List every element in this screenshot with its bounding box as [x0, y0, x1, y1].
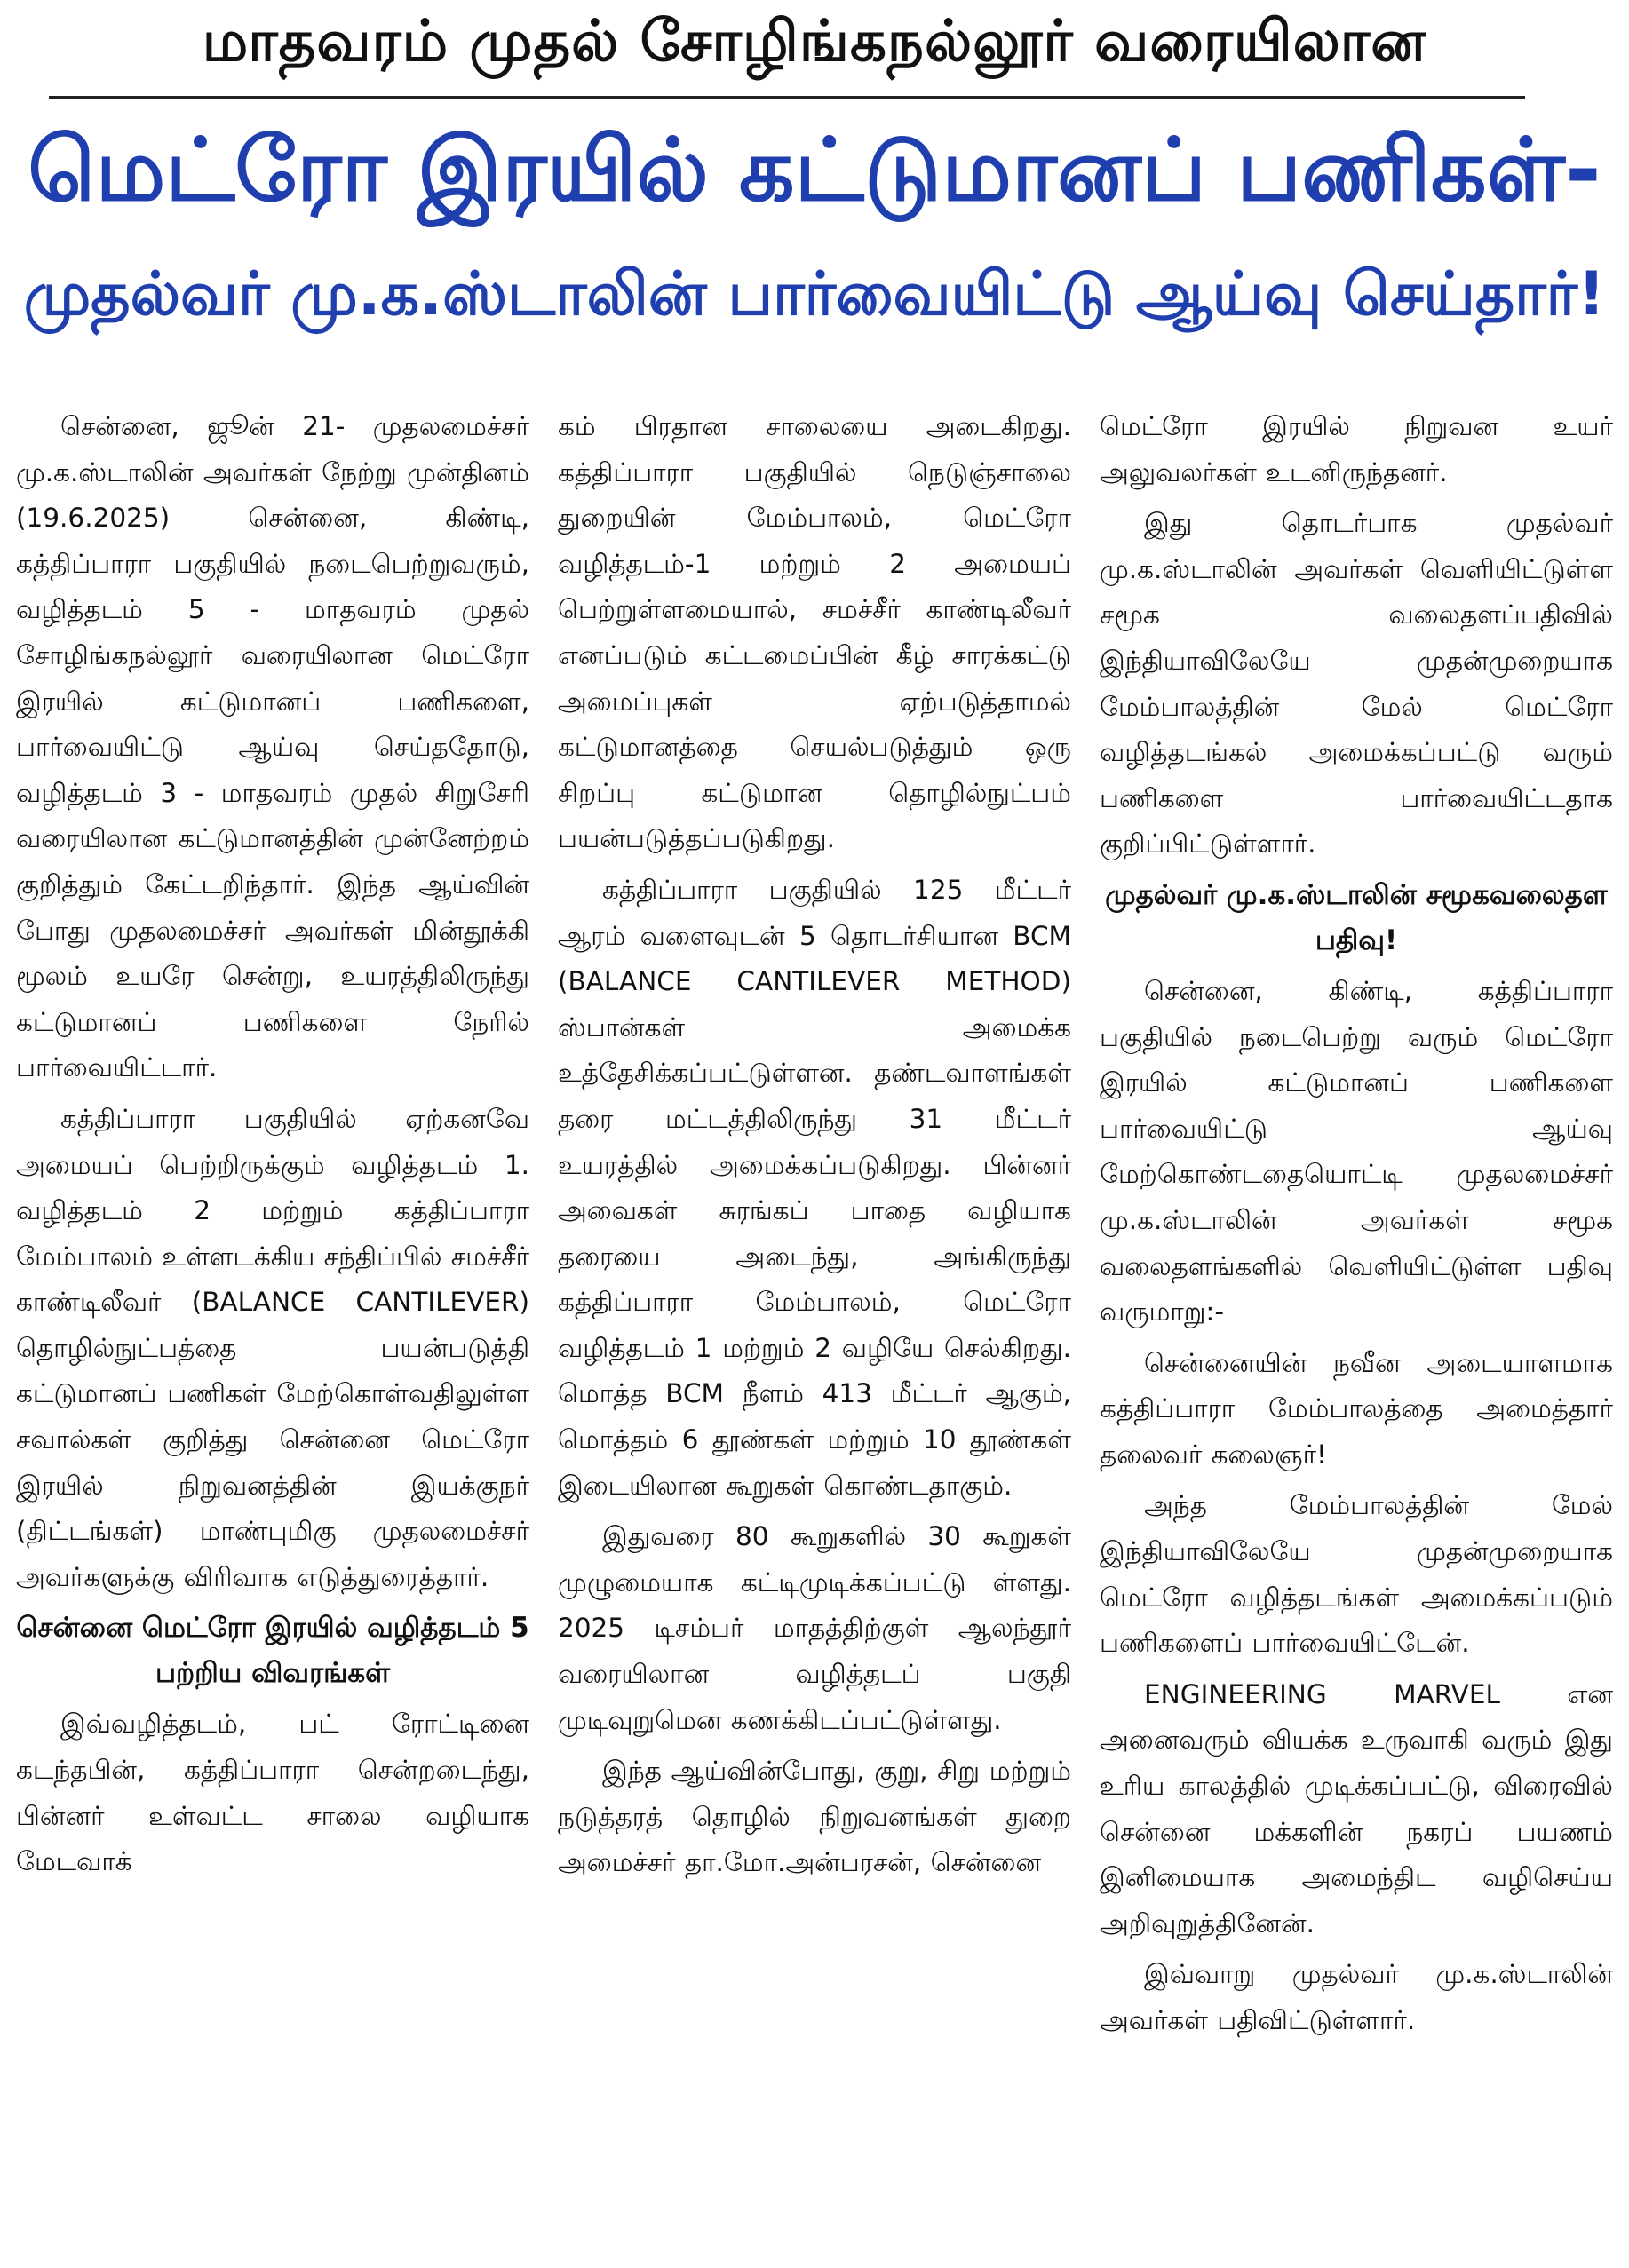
headline-line-2: முதல்வர் மு.க.ஸ்டாலின் பார்வையிட்டு ஆய்வு செய்தார்!: [23, 259, 1606, 329]
article-column-1: [16, 404, 529, 2260]
paragraph: சென்னை, கிண்டி, கத்திப்பாரா பகுதியில் நடைபெற்று வரும் மெட்ரோ இரயில் கட்டுமானப் பணிகளை பார்வையிட்டு ஆய்வு மேற்கொண்டதையொட்டி முதலமைச்சர் மு.க.ஸ்டாலின் அவர்கள் சமூக வலைதளங்களில் வெளியிட்டுள்ள பதிவு வருமாறு:-: [1100, 975, 1613, 1328]
header-divider: [49, 96, 1525, 99]
subheading: முதல்வர் மு.க.ஸ்டாலின் சமூகவலைதள பதிவு!: [1105, 878, 1608, 956]
paragraph: ENGINEERING MARVEL என அனைவரும் வியக்க உருவாகி வரும் இது உரிய காலத்தில் முடிக்கப்பட்டு, விரைவில் சென்னை மக்களின் நகரப் பயணம் இனிமையாக அமைந்திட வழிசெய்ய அறிவுறுத்தினேன்.: [1100, 1678, 1613, 1939]
paragraph: இது தொடர்பாக முதல்வர் மு.க.ஸ்டாலின் அவர்கள் வெளியிட்டுள்ள சமூக வலைதளப்பதிவில் இந்தியாவிலேயே முதன்முறையாக மேம்பாலத்தின் மேல் மெட்ரோ வழித்தடங்கல் அமைக்கப்பட்டு வரும் பணிகளை பார்வையிட்டதாக குறிப்பிட்டுள்ளார்.: [1100, 508, 1613, 860]
paragraph: கத்திப்பாரா பகுதியில் ஏற்கனவே அமையப் பெற்றிருக்கும் வழித்தடம் 1. வழித்தடம் 2 மற்றும் கத்திப்பாரா மேம்பாலம் உள்ளடக்கிய சந்திப்பில் சமச்சீர் காண்டிலீவர் (BALANCE CANTILEVER) தொழில்நுட்பத்தை பயன்படுத்தி கட்டுமானப் பணிகள் மேற்கொள்வதிலுள்ள சவால்கள் குறித்து சென்னை மெட்ரோ இரயில் நிறுவனத்தின் இயக்குநர் (திட்டங்கள்) மாண்புமிகு முதலமைச்சர் அவர்களுக்கு விரிவாக எடுத்துரைத்தார்.: [16, 1103, 529, 1592]
paragraph: மெட்ரோ இரயில் நிறுவன உயர் அலுவலர்கள் உடனிருந்தனர்.: [1100, 411, 1613, 488]
paragraph: இவ்வாறு முதல்வர் மு.க.ஸ்டாலின் அவர்கள் பதிவிட்டுள்ளார்.: [1100, 1959, 1613, 2035]
headline-line-1: மெட்ரோ இரயில் கட்டுமானப் பணிகள்-: [28, 120, 1601, 221]
article-column-2: [558, 404, 1071, 2260]
paragraph: கத்திப்பாரா பகுதியில் 125 மீட்டர் ஆரம் வளைவுடன் 5 தொடர்சியான BCM (BALANCE CANTILEVER METHOD) ஸ்பான்கள் அமைக்க உத்தேசிக்கப்பட்டுள்ளன. தண்டவாளங்கள் தரை மட்டத்திலிருந்து 31 மீட்டர் உயரத்தில் அமைக்கப்படுகிறது. பின்னர் அவைகள் சுரங்கப் பாதை வழியாக தரையை அடைந்து, அங்கிருந்து கத்திப்பாரா மேம்பாலம், மெட்ரோ வழித்தடம் 1 மற்றும் 2 வழியே செல்கிறது. மொத்த BCM நீளம் 413 மீட்டர் ஆகும், மொத்தம் 6 தூண்கள் மற்றும் 10 தூண்கள் இடையிலான கூறுகள் கொண்டதாகும்.: [558, 874, 1071, 1501]
article-body: [16, 404, 1613, 2260]
paragraph: அந்த மேம்பாலத்தின் மேல் இந்தியாவிலேயே முதன்முறையாக மெட்ரோ வழித்தடங்கள் அமைக்கப்படும் பணிகளைப் பார்வையிட்டேன்.: [1100, 1490, 1613, 1659]
paragraph: சென்னை, ஜூன் 21- முதலமைச்சர் மு.க.ஸ்டாலின் அவர்கள் நேற்று முன்தினம் (19.6.2025) சென்னை, கிண்டி, கத்திப்பாரா பகுதியில் நடைபெற்றுவரும், வழித்தடம் 5 - மாதவரம் முதல் சோழிங்கநல்லூர் வரையிலான மெட்ரோ இரயில் கட்டுமானப் பணிகளை, பார்வையிட்டு ஆய்வு செய்ததோடு, வழித்தடம் 3 - மாதவரம் முதல் சிறுசேரி வரையிலான கட்டுமானத்தின் முன்னேற்றம் குறித்தும் கேட்டறிந்தார். இந்த ஆய்வின் போது முதலமைச்சர் அவர்கள் மின்தூக்கி மூலம் உயரே சென்று, உயரத்திலிருந்து கட்டுமானப் பணிகளை நேரில் பார்வையிட்டார்.: [16, 411, 529, 1083]
article-column-3: [1100, 404, 1613, 2260]
paragraph: கம் பிரதான சாலையை அடைகிறது. கத்திப்பாரா பகுதியில் நெடுஞ்சாலை துறையின் மேம்பாலம், மெட்ரோ வழித்தடம்-1 மற்றும் 2 அமையப் பெற்றுள்ளமையால், சமச்சீர் காண்டிலீவர் எனப்படும் கட்டமைப்பின் கீழ் சாரக்கட்டு அமைப்புகள் ஏற்படுத்தாமல் கட்டுமானத்தை செயல்படுத்தும் ஒரு சிறப்பு கட்டுமான தொழில்நுட்பம் பயன்படுத்தப்படுகிறது.: [558, 411, 1071, 854]
subheading: சென்னை மெட்ரோ இரயில் வழித்தடம் 5 பற்றிய விவரங்கள்: [16, 1612, 529, 1690]
paragraph: சென்னையின் நவீன அடையாளமாக கத்திப்பாரா மேம்பாலத்தை அமைத்தார் தலைவர் கலைஞர்!: [1100, 1347, 1613, 1470]
headline-kicker: மாதவரம் முதல் சோழிங்கநல்லூர் வரையிலான: [202, 9, 1427, 75]
paragraph: இவ்வழித்தடம், பட் ரோட்டினை கடந்தபின், கத்திப்பாரா சென்றடைந்து, பின்னர் உள்வட்ட சாலை வழியாக மேடவாக்: [16, 1709, 529, 1877]
paragraph: இதுவரை 80 கூறுகளில் 30 கூறுகள் முழுமையாக கட்டிமுடிக்கப்பட்டு ள்ளது. 2025 டிசம்பர் மாதத்திற்குள் ஆலந்தூர் வரையிலான வழித்தடப் பகுதி முடிவுறுமென கணக்கிடப்பட்டுள்ளது.: [558, 1521, 1071, 1735]
paragraph: இந்த ஆய்வின்போது, குறு, சிறு மற்றும் நடுத்தரத் தொழில் நிறுவனங்கள் துறை அமைச்சர் தா.மோ.அன்பரசன், சென்னை: [558, 1756, 1071, 1878]
